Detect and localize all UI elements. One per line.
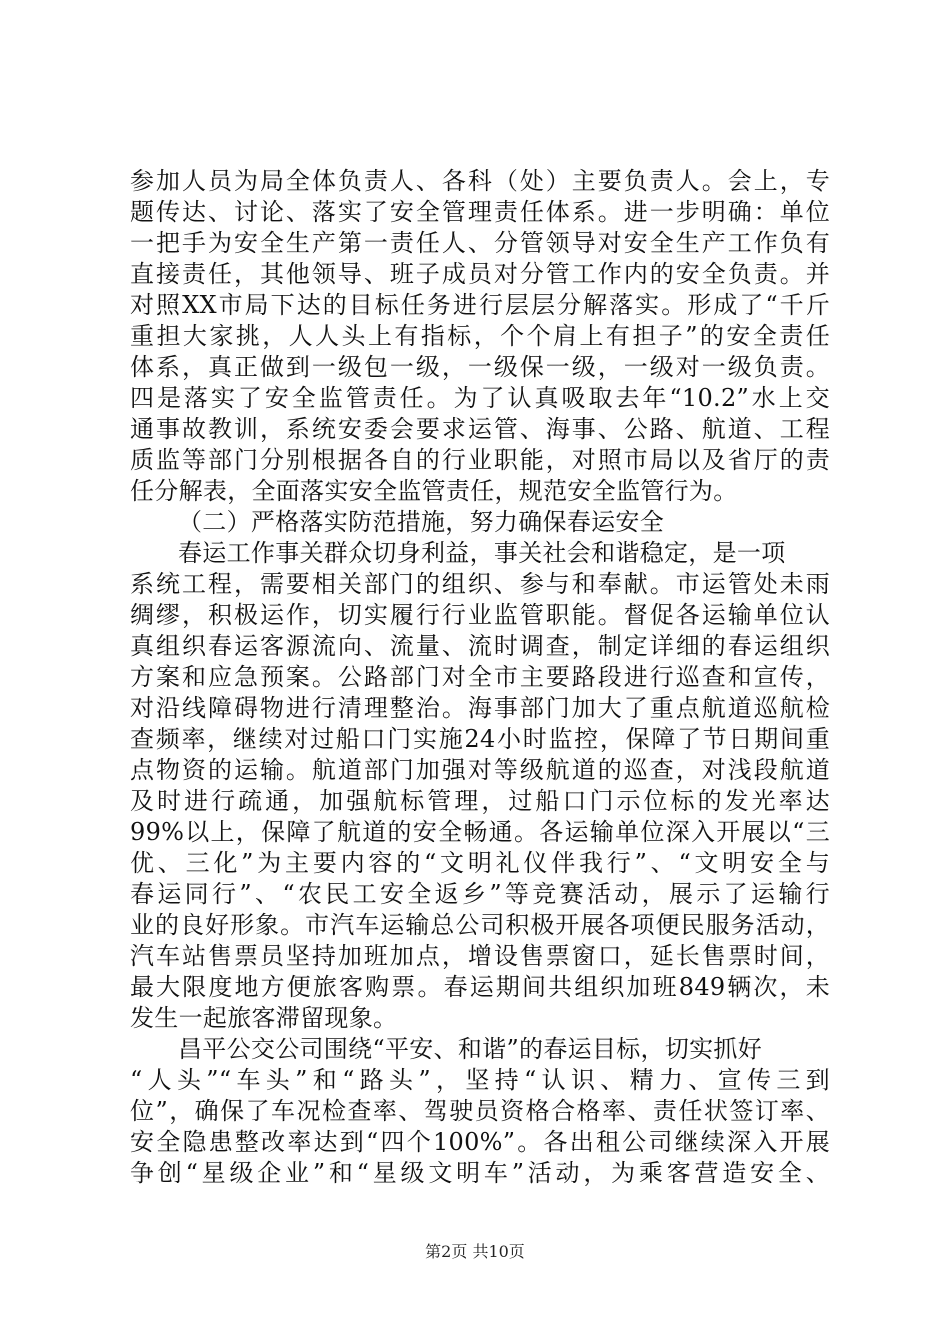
text-line: 四是落实了安全监管责任。为了认真吸取去年“10.2”水上交 (130, 384, 830, 412)
text-line: 优、三化”为主要内容的“文明礼仪伴我行”、“文明安全与 (130, 849, 830, 877)
text-line: “人头”“车头”和“路头”，坚持“认识、精力、宣传三到 (130, 1066, 830, 1094)
text-line: 及时进行疏通，加强航标管理，过船口门示位标的发光率达 (130, 787, 830, 815)
text-line: 一把手为安全生产第一责任人、分管领导对安全生产工作负有 (130, 229, 830, 257)
text-line: 安全隐患整改率达到“四个100%”。各出租公司继续深入开展 (130, 1128, 830, 1156)
text-line: 对沿线障碍物进行清理整治。海事部门加大了重点航道巡航检 (130, 694, 830, 722)
text-line: 最大限度地方便旅客购票。春运期间共组织加班849辆次，未 (130, 973, 830, 1001)
text-line: 发生一起旅客滞留现象。 (130, 1004, 398, 1032)
text-line: 体系，真正做到一级包一级，一级保一级，一级对一级负责。 (130, 353, 830, 381)
text-line: 方案和应急预案。公路部门对全市主要路段进行巡查和宣传， (130, 663, 830, 691)
text-line: 参加人员为局全体负责人、各科（处）主要负责人。会上，专 (130, 167, 830, 195)
text-line: 直接责任，其他领导、班子成员对分管工作内的安全负责。并 (130, 260, 830, 288)
text-line: 绸缪，积极运作，切实履行行业监管职能。督促各运输单位认 (130, 601, 830, 629)
text-line: 真组织春运客源流向、流量、流时调查，制定详细的春运组织 (130, 632, 830, 660)
text-line: 业的良好形象。市汽车运输总公司积极开展各项便民服务活动， (130, 911, 830, 939)
text-line: 通事故教训，系统安委会要求运管、海事、公路、航道、工程 (130, 415, 830, 443)
text-line: 99%以上，保障了航道的安全畅通。各运输单位深入开展以“三 (130, 818, 830, 846)
text-line: 任分解表，全面落实安全监管责任，规范安全监管行为。 (130, 477, 738, 505)
text-line: 题传达、讨论、落实了安全管理责任体系。进一步明确：单位 (130, 198, 830, 226)
text-line: 系统工程，需要相关部门的组织、参与和奉献。市运管处未雨 (130, 570, 830, 598)
document-body (130, 166, 830, 1189)
text-line: 点物资的运输。航道部门加强对等级航道的巡查，对浅段航道 (130, 756, 830, 784)
text-line: 汽车站售票员坚持加班加点，增设售票窗口，延长售票时间， (130, 942, 830, 970)
text-line: 质监等部门分别根据各自的行业职能，对照市局以及省厅的责 (130, 446, 830, 474)
text-line: 春运同行”、“农民工安全返乡”等竞赛活动，展示了运输行 (130, 880, 830, 908)
text-line: 查频率，继续对过船口门实施24小时监控，保障了节日期间重 (130, 725, 830, 753)
text-line: 重担大家挑，人人头上有指标，个个肩上有担子”的安全责任 (130, 322, 830, 350)
text-line: 位”，确保了车况检查率、驾驶员资格合格率、责任状签订率、 (130, 1097, 830, 1125)
text-line: 对照XX市局下达的目标任务进行层层分解落实。形成了“千斤 (130, 291, 830, 319)
section-heading: （二）严格落实防范措施，努力确保春运安全 (178, 508, 664, 536)
page-number: 第2页 共10页 (425, 1242, 525, 1261)
paragraph-first-line: 春运工作事关群众切身利益，事关社会和谐稳定，是一项 (178, 539, 786, 567)
text-line: 争创“星级企业”和“星级文明车”活动，为乘客营造安全、 (130, 1159, 830, 1187)
paragraph-first-line: 昌平公交公司围绕“平安、和谐”的春运目标，切实抓好 (178, 1035, 763, 1063)
